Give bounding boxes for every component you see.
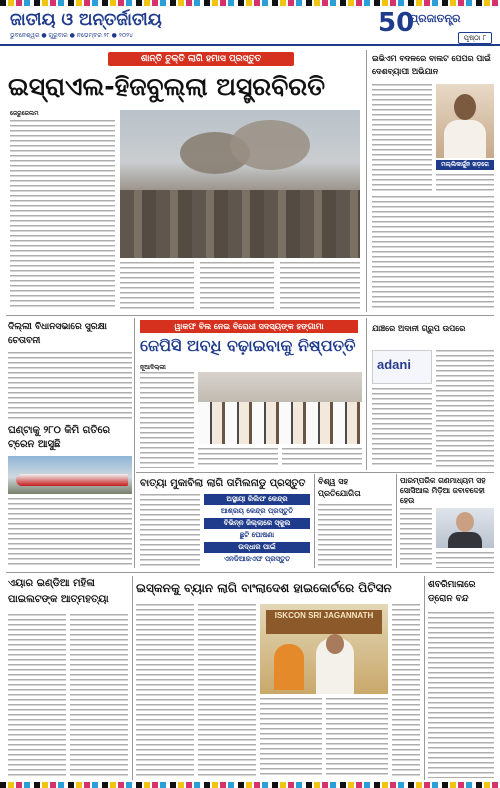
lead-kicker: ଶାନ୍ତି ଚୁକ୍ତି ଲାଗି ହମାସ ପ୍ରସ୍ତୁତ [108, 52, 294, 66]
column-rule [366, 50, 367, 312]
rail-headline: ଦିଲ୍ଲୀ ବିଧାନସଭାରେ ସୁରକ୍ଷା ଚେତାବନୀ [8, 322, 107, 346]
cyclone-point: ଉଦ୍ଧାର ପାଇଁ [204, 542, 310, 553]
cyclone-headline: ବାତ୍ୟା ମୁକାବିଲା ଲାଗି ତାମିଲନାଡୁ ପ୍ରସ୍ତୁତ [140, 478, 306, 489]
iskcon-sign: ISKCON SRI JAGANNATH [266, 610, 382, 634]
lead-body-col4 [280, 262, 360, 310]
registration-strip-bottom [0, 782, 500, 788]
waqf-kicker: ୱାକଫ ବିଲ ନେଇ ବିରୋଧୀ ସଦସ୍ୟଙ୍କ ହଙ୍ଗାମା [140, 320, 358, 333]
cyclone-point: ଏନଡିଆରଏଫ ପ୍ରସ୍ତୁତ [204, 554, 310, 565]
cyclone-point: ଆଶ୍ରୟ କେନ୍ଦ୍ର ପ୍ରସ୍ତୁତି [204, 506, 310, 517]
train-speed-headline: ଘଣ୍ଟାକୁ ୨୮୦ କିମି ଗତିରେ ଟ୍ରେନ ଆସୁଛି [8, 425, 111, 450]
election-body-col2 [436, 174, 494, 192]
page-number: ପୃଷ୍ଠା ୮ [458, 32, 492, 44]
airindia-headline: ଏୟାର ଇଣ୍ଡିଆ ମହିଳା ପାଇଲଟଙ୍କ ଆତ୍ମହତ୍ୟା [8, 578, 109, 605]
election-headline: ଇଭିଏମ ବଦଳରେ ବାଲଟ ପେପର ପାଇଁ ଦେଶବ୍ୟାପୀ ଅଭିଯାନ [372, 54, 491, 76]
cyclone-points-box [204, 494, 310, 568]
cyclone-point: ବିଭିନ୍ନ ଜିଲ୍ଲାରେ ସ୍କୁଲ [204, 518, 310, 529]
iskcon-body-col4 [326, 698, 388, 778]
vision-headline: ବିଶ୍ୱ ସହ ପ୍ରତିଯୋଗିତା [318, 477, 361, 498]
rail-body [8, 352, 132, 422]
sabarimala-headline: ଶବରିମାଳାରେ ଡ୍ରୋନ ବନ୍ଦ [428, 580, 476, 604]
column-rule [132, 576, 133, 780]
airindia-body-col1 [8, 614, 66, 778]
anniversary-mark: 50 [378, 8, 415, 38]
sabarimala-body [428, 612, 494, 778]
minister-photo [436, 508, 494, 548]
column-rule [424, 576, 425, 780]
section-title: ଜାତୀୟ ଓ ଅନ୍ତର୍ଜାତୀୟ [10, 10, 162, 30]
newspaper-brand: ପ୍ରଜାତନ୍ତ୍ର [410, 12, 461, 25]
waqf-body-col1 [140, 372, 194, 468]
election-body-col3 [372, 196, 494, 310]
date-line: ଭୁବନେଶ୍ୱର ● ଗୁରୁବାର ● ନଭେମ୍ବର ୨୮ ● ୨୦୨୪ [10, 32, 133, 39]
cyclone-point: ଛୁଟି ଘୋଷଣା [204, 530, 310, 541]
lead-body-col1 [10, 120, 115, 310]
waqf-headline: ଜେପିସି ଅବଧି ବଢ଼ାଇବାକୁ ନିଷ୍ପତ୍ତି [140, 336, 356, 355]
adani-headline: ଯାଞ୍ଚରେ ଅଦାନୀ ଗ୍ରୁପ ଉପରେ [372, 324, 466, 333]
iskcon-body-col2 [198, 604, 256, 778]
lead-body-col3 [200, 262, 274, 310]
iskcon-body-col1 [136, 604, 194, 778]
iskcon-body-col5 [392, 604, 420, 778]
social-body-col1 [400, 508, 432, 568]
lead-byline: ଜେରୁଜେଲମ [10, 110, 39, 117]
leader-photo [436, 84, 494, 158]
waqf-byline: ନୂଆଦିଲ୍ଲୀ [140, 364, 166, 371]
leader-caption: ମଲ୍ଲିକାର୍ଜୁନ ଖଡ଼ଗେ [436, 160, 494, 170]
column-rule [314, 474, 315, 568]
section-rule [6, 315, 494, 316]
waqf-body-col3 [282, 448, 362, 468]
airstrike-photo [120, 110, 360, 258]
bullet-train-photo [8, 456, 132, 494]
iskcon-photo [260, 604, 388, 694]
section-rule [6, 572, 494, 573]
iskcon-headline: ଇସ୍କନକୁ ବ୍ୟାନ ଲାଗି ବାଂଲାଦେଶ ହାଇକୋର୍ଟରେ ପିଟିସନ [136, 581, 392, 595]
rail-body-2 [8, 498, 132, 568]
airindia-body-col2 [70, 614, 128, 778]
column-rule [134, 318, 135, 568]
adani-body-col1 [372, 388, 432, 468]
lead-body-col2 [120, 262, 194, 310]
column-rule [366, 318, 367, 470]
masthead [0, 6, 500, 46]
cyclone-point: ଅସ୍ଥାୟୀ ରିଲିଫ କେନ୍ଦ୍ର [204, 494, 310, 505]
column-rule [396, 474, 397, 568]
waqf-body-col2 [198, 448, 278, 468]
iskcon-body-col3 [260, 698, 322, 778]
adani-logo-photo [372, 350, 432, 384]
lead-headline: ଇସ୍ରାଏଲ-ହିଜବୁଲ୍ଲା ଅସ୍ତ୍ରବିରତି [8, 72, 326, 101]
adani-logo-text: adani [377, 357, 411, 372]
social-headline: ପାରମ୍ପରିକ ଗଣମାଧ୍ୟମ ସହ ସୋସିଆଲ ମିଡ଼ିଆ ଜବାବଦେହୀ ହେଉ [400, 476, 486, 505]
cyclone-body-col1 [140, 494, 200, 568]
election-body-col1 [372, 84, 432, 192]
social-body-col2 [436, 552, 494, 568]
section-rule [136, 472, 494, 473]
jpc-meeting-photo [198, 372, 362, 444]
adani-body-col2 [436, 350, 494, 468]
vision-body [318, 504, 392, 568]
